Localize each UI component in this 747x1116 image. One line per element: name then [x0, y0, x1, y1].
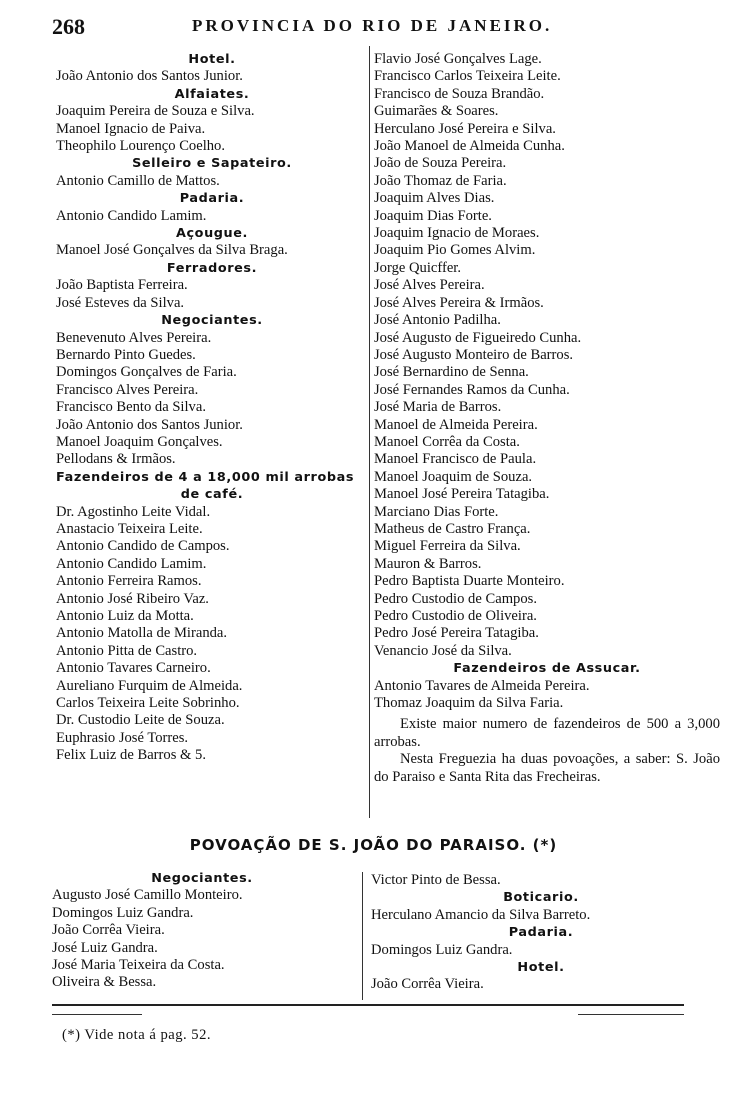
list-entry: Francisco Alves Pereira. — [56, 381, 199, 398]
list-entry: Manoel Joaquim Gonçalves. — [56, 433, 223, 450]
list-entry: Antonio Pitta de Castro. — [56, 642, 198, 659]
list-entry: José Alves Pereira & Irmãos. — [374, 294, 544, 311]
list-entry: Marciano Dias Forte. — [374, 503, 499, 520]
section-heading-selleiro: Selleiro e Sapateiro. — [132, 156, 292, 172]
note-paragraph: Nesta Freguezia ha duas povoações, a saber: S. João do Paraiso e Santa Rita das Frecheiras. — [374, 751, 720, 785]
list-entry: Antonio Matolla de Miranda. — [56, 625, 228, 642]
list-entry: José Fernandes Ramos da Cunha. — [374, 381, 570, 398]
list-entry: João de Souza Pereira. — [374, 155, 507, 172]
footnote-rule-right — [578, 1014, 684, 1015]
list-entry: Victor Pinto de Bessa. — [371, 872, 501, 888]
list-entry: Euphrasio José Torres. — [56, 729, 189, 746]
section-heading-ferradores: Ferradores. — [166, 260, 258, 276]
list-entry: José Bernardino de Senna. — [374, 364, 529, 381]
list-entry: Venancio José da Silva. — [374, 642, 512, 659]
list-entry: José Augusto Monteiro de Barros. — [374, 346, 574, 363]
section-left-column — [52, 870, 352, 992]
list-entry: Pedro Baptista Duarte Monteiro. — [374, 573, 565, 590]
section-heading-hotel: Hotel. — [188, 52, 236, 67]
list-entry: Manoel Corrêa da Costa. — [374, 433, 520, 450]
list-entry: Herculano José Pereira e Silva. — [374, 120, 556, 137]
list-entry: Manoel José Pereira Tatagiba. — [374, 486, 550, 503]
list-entry: Antonio Candido Lamim. — [56, 207, 207, 224]
running-title: PROVINCIA DO RIO DE JANEIRO. — [192, 16, 553, 35]
list-entry: João Thomaz de Faria. — [374, 172, 507, 189]
list-entry: Joaquim Dias Forte. — [374, 207, 492, 224]
list-entry: Antonio Camillo de Mattos. — [56, 172, 220, 189]
list-entry: Manoel Joaquim de Souza. — [374, 468, 533, 485]
list-entry: Joaquim Alves Dias. — [374, 190, 495, 207]
list-entry: Pedro Custodio de Oliveira. — [374, 608, 537, 624]
section-right-column — [371, 872, 711, 994]
section-heading-padaria: Padaria. — [179, 191, 245, 207]
list-entry: José Luiz Gandra. — [52, 939, 158, 956]
list-entry: Flavio José Gonçalves Lage. — [374, 51, 542, 67]
footnote: (*) Vide nota á pag. 52. — [62, 1027, 212, 1043]
list-entry: Francisco Carlos Teixeira Leite. — [374, 68, 561, 85]
list-entry: Pellodans & Irmãos. — [56, 451, 176, 468]
page-header — [52, 14, 712, 40]
left-column — [56, 51, 368, 765]
section-heading-fazendeiros-cafe-cont: de café. — [180, 487, 244, 503]
list-entry: Mauron & Barros. — [374, 555, 482, 572]
list-entry: João Corrêa Vieira. — [371, 976, 484, 993]
list-entry: Pedro José Pereira Tatagiba. — [374, 625, 539, 642]
list-entry: Joaquim Pio Gomes Alvim. — [374, 242, 536, 259]
list-entry: João Baptista Ferreira. — [56, 277, 188, 294]
section-heading-acougue: Açougue. — [175, 226, 248, 242]
list-entry: José Maria Teixeira da Costa. — [52, 957, 225, 974]
section-heading-hotel: Hotel. — [517, 960, 565, 976]
list-entry: Antonio Ferreira Ramos. — [56, 573, 202, 590]
list-entry: José Alves Pereira. — [374, 277, 485, 294]
list-entry: Joaquim Pereira de Souza e Silva. — [56, 103, 255, 120]
list-entry: Guimarães & Soares. — [374, 103, 499, 120]
list-entry: Francisco Bento da Silva. — [56, 399, 206, 416]
list-entry: Augusto José Camillo Monteiro. — [52, 887, 243, 904]
list-entry: Francisco de Souza Brandão. — [374, 85, 545, 102]
list-entry: Manoel Francisco de Paula. — [374, 451, 537, 468]
list-entry: João Manoel de Almeida Cunha. — [374, 138, 565, 155]
list-entry: Dr. Custodio Leite de Souza. — [56, 712, 225, 729]
list-entry: Manoel José Gonçalves da Silva Braga. — [56, 242, 288, 259]
bottom-rule — [52, 1004, 684, 1006]
list-entry: Antonio Tavares de Almeida Pereira. — [374, 677, 590, 694]
section-heading-fazendeiros-assucar: Fazendeiros de Assucar. — [453, 661, 641, 677]
section-heading-boticario: Boticario. — [503, 890, 579, 906]
list-entry: Joaquim Ignacio de Moraes. — [374, 225, 540, 242]
footnote-rule — [52, 1014, 142, 1015]
list-entry: José Esteves da Silva. — [56, 294, 185, 311]
list-entry: Theophilo Lourenço Coelho. — [56, 138, 226, 155]
list-entry: Matheus de Castro França. — [374, 520, 531, 537]
list-entry: Benevenuto Alves Pereira. — [56, 329, 212, 346]
section-title: POVOAÇÃO DE S. JOÃO DO PARAISO. (*) — [189, 836, 558, 854]
list-entry: Antonio Tavares Carneiro. — [56, 660, 211, 677]
list-entry: Herculano Amancio da Silva Barreto. — [371, 906, 591, 923]
list-entry: João Corrêa Vieira. — [52, 922, 165, 939]
note-paragraph: Existe maior numero de fazendeiros de 500 a 3,000 arrobas. — [374, 716, 720, 750]
right-column — [374, 51, 720, 786]
list-entry: Pedro Custodio de Campos. — [374, 590, 537, 607]
list-entry: Domingos Luiz Gandra. — [52, 904, 194, 921]
list-entry: Bernardo Pinto Guedes. — [56, 346, 196, 363]
list-entry: Antonio Candido de Campos. — [56, 538, 230, 555]
list-entry: José Antonio Padilha. — [374, 312, 501, 329]
list-entry: Miguel Ferreira da Silva. — [374, 538, 521, 555]
section-heading-padaria: Padaria. — [508, 925, 574, 941]
list-entry: Manoel Ignacio de Paiva. — [56, 120, 206, 137]
list-entry: João Antonio dos Santos Junior. — [56, 68, 243, 85]
list-entry: João Antonio dos Santos Junior. — [56, 416, 243, 433]
list-entry: Thomaz Joaquim da Silva Faria. — [374, 695, 564, 712]
list-entry: Jorge Quicffer. — [374, 259, 461, 276]
list-entry: José Augusto de Figueiredo Cunha. — [374, 329, 582, 346]
column-divider — [362, 872, 363, 1000]
list-entry: Dr. Agostinho Leite Vidal. — [56, 503, 211, 520]
list-entry: Domingos Luiz Gandra. — [371, 941, 513, 958]
section-heading-negociantes: Negociantes. — [161, 313, 263, 329]
list-entry: Carlos Teixeira Leite Sobrinho. — [56, 695, 240, 712]
list-entry: José Maria de Barros. — [374, 399, 502, 416]
list-entry: Felix Luiz de Barros & 5. — [56, 747, 206, 764]
list-entry: Anastacio Teixeira Leite. — [56, 520, 203, 537]
column-divider — [369, 46, 370, 818]
section-heading-fazendeiros-cafe: Fazendeiros de 4 a 18,000 mil arrobas — [56, 469, 355, 485]
list-entry: Aureliano Furquim de Almeida. — [56, 677, 243, 694]
section-heading-alfaiates: Alfaiates. — [174, 86, 250, 102]
section-heading-negociantes: Negociantes. — [151, 871, 253, 886]
list-entry: Manoel de Almeida Pereira. — [374, 416, 538, 433]
list-entry: Domingos Gonçalves de Faria. — [56, 364, 237, 381]
page-number: 268 — [52, 14, 85, 39]
list-entry: Antonio José Ribeiro Vaz. — [56, 590, 209, 607]
list-entry: Antonio Luiz da Motta. — [56, 608, 194, 624]
list-entry: Antonio Candido Lamim. — [56, 555, 207, 572]
list-entry: Oliveira & Bessa. — [52, 974, 157, 991]
